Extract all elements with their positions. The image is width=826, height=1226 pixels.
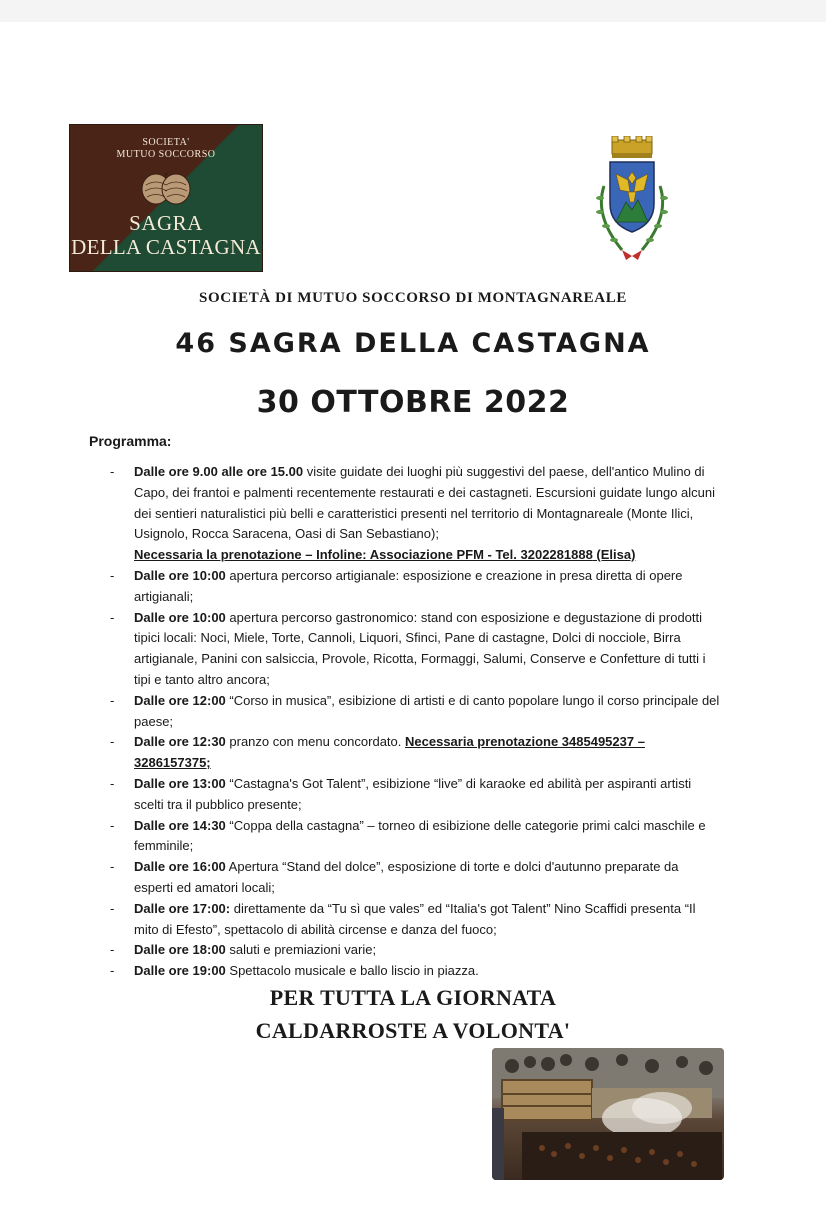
organizer-line: SOCIETÀ DI MUTUO SOCCORSO DI MONTAGNAREALE — [199, 290, 627, 306]
item-text: apertura percorso gastronomico: stand con esposizione e degustazione di prodotti tipici locali: Noci, Miele, Torte, Cannoli, Liquori, Sfinci, Pane di castagne, Dolci di nocciole, Birra artigianale, Panini con salsiccia, Provole, Ricotta, Formaggi, Salumi, Conserve e Confetture di tutti i tipi e tanto altro ancora; — [134, 609, 706, 687]
program-item — [108, 462, 720, 566]
item-text: visite guidate dei luoghi più suggestivi del paese, dell'antico Mulino di Capo, dei frantoi e palmenti recentemente restaurati e dei castagneti. Escursioni guidate lungo alcuni dei sentieri naturalistici più belli e caratteristici presenti nel territorio di Montagnareale (Monte Ilici, Usignolo, Rocca Saracena, Oasi di San Sebastiano); — [134, 464, 716, 542]
item-time: Dalle ore 17:00: — [134, 900, 231, 916]
list-dash: - — [110, 692, 115, 708]
item-time: Dalle ore 16:00 — [134, 859, 226, 875]
item-time: Dalle ore 12:30 — [134, 734, 226, 750]
item-time: Dalle ore 12:00 — [134, 692, 226, 708]
event-title: 46 SAGRA DELLA CASTAGNA — [175, 328, 651, 359]
program-item — [108, 940, 720, 961]
photo-scene — [492, 1048, 724, 1180]
event-date: 30 OTTOBRE 2022 — [256, 385, 570, 420]
list-dash: - — [110, 859, 115, 875]
list-dash: - — [110, 942, 115, 958]
program-item — [108, 732, 720, 774]
list-dash: - — [110, 817, 115, 833]
item-text: pranzo con menu concordato. — [225, 734, 406, 750]
list-dash: - — [110, 963, 115, 979]
item-time: Dalle ore 19:00 — [134, 963, 226, 979]
booking-note: Necessaria prenotazione 3485495237 – 3286157375; — [134, 734, 645, 771]
list-dash: - — [110, 567, 115, 583]
item-text: apertura percorso artigianale: esposizione e creazione in presa diretta di opere artigianali; — [134, 567, 683, 604]
program-item — [108, 608, 720, 691]
item-text: direttamente da “Tu sì que vales” ed “Italia's got Talent” Nino Scaffidi presenta “Il mito di Efesto”, spettacolo di abilità circense e danza del fuoco; — [134, 900, 696, 937]
item-text: “Castagna's Got Talent”, esibizione “live” di karaoke ed abilità per aspiranti artisti scelti tra il pubblico presente; — [134, 775, 692, 812]
logo-org-text: SOCIETA' MUTUO SOCCORSO — [116, 137, 216, 160]
program-item — [108, 857, 720, 899]
list-dash: - — [110, 734, 115, 750]
item-text: saluti e premiazioni varie; — [225, 942, 377, 958]
list-dash: - — [110, 464, 115, 479]
item-text: Apertura “Stand del dolce”, esposizione di torte e dolci d'autunno preparate da esperti ed amatori locali; — [134, 859, 679, 895]
program-list — [108, 462, 720, 982]
program-label: Programma: — [89, 433, 172, 449]
roasting-chestnuts-photo — [492, 1048, 724, 1180]
coat-of-arms-icon — [582, 136, 682, 268]
item-time: Dalle ore 10:00 — [134, 567, 226, 583]
list-dash: - — [110, 609, 115, 625]
top-bar — [0, 0, 826, 22]
item-time: Dalle ore 10:00 — [134, 609, 226, 625]
program-item — [108, 566, 720, 608]
item-text: “Corso in musica”, esibizione di artisti e di canto popolare lungo il corso principale del paese; — [134, 692, 720, 729]
footer-line2: CALDARROSTE A VOLONTA' — [255, 1018, 571, 1043]
program-item — [108, 899, 720, 941]
footer-line1: PER TUTTA LA GIORNATA — [269, 985, 557, 1010]
program-item — [108, 774, 720, 816]
item-time: Dalle ore 13:00 — [134, 775, 226, 791]
logo-title-line1: SAGRA — [129, 211, 203, 235]
logo-title-line2: DELLA CASTAGNA — [71, 235, 261, 259]
item-text: “Coppa della castagna” – torneo di esibizione delle categorie primi calci maschile e femminile; — [134, 817, 706, 854]
phone-number: 3202281888 — [520, 547, 593, 563]
list-dash: - — [110, 775, 115, 791]
item-time: Dalle ore 9.00 alle ore 15.00 — [134, 464, 304, 479]
item-time: Dalle ore 18:00 — [134, 942, 226, 958]
list-dash: - — [110, 900, 115, 916]
item-text: Spettacolo musicale e ballo liscio in piazza. — [225, 963, 479, 979]
program-item — [108, 691, 720, 733]
sagra-logo — [70, 125, 262, 271]
program-item — [108, 816, 720, 858]
program-item — [108, 961, 720, 982]
item-time: Dalle ore 14:30 — [134, 817, 226, 833]
chestnut-icon — [136, 167, 196, 207]
booking-note: Necessaria la prenotazione – Infoline: Associazione PFM - Tel. 3202281888 (Elisa) — [134, 547, 636, 563]
